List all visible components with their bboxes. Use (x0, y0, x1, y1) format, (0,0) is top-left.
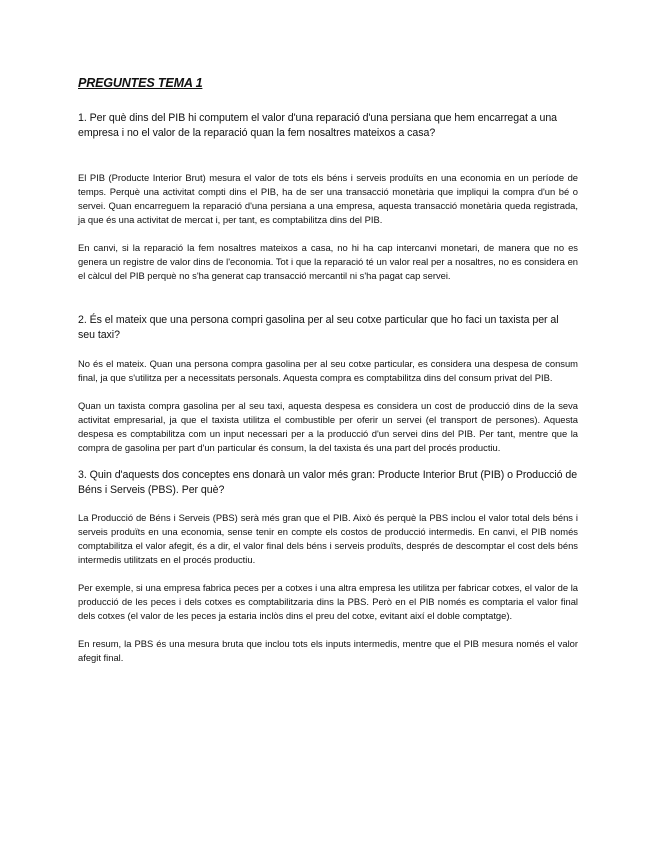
answer-1-paragraph-2: En canvi, si la reparació la fem nosaltres mateixos a casa, no hi ha cap intercanvi monetari, de manera que no es genera un registre de valor dins de l'economia. Tot i que la reparació té un valor real per a nosaltres, no es considera en el càlcul del PIB perquè no s'ha generat cap transacció mercantil ni s'ha pagat cap servei. (78, 242, 578, 281)
answer-2-paragraph-2: Quan un taxista compra gasolina per al seu taxi, aquesta despesa es considera un cost de producció dins de la seva activitat empresarial, ja que el taxista utilitza el combustible per oferir un servei (el transport de persones). Aquesta despesa es comptabilitza com un input necessari per a la producció d'un servei dins del PIB. Per tant, mentre que la compra de gasolina per part d'un particular és consum, la del taxista és una part del procés productiu. (78, 400, 578, 453)
answer-3-paragraph-3: En resum, la PBS és una mesura bruta que inclou tots els inputs intermedis, mentre que el PIB mesura només el valor afegit final. (78, 638, 578, 663)
answer-1-paragraph-1: El PIB (Producte Interior Brut) mesura el valor de tots els béns i serveis produïts en una economia en un període de temps. Perquè una activitat compti dins el PIB, ha de ser una transacció monetària que impliqui la compra d'un bé o servei. Quan encarreguem la reparació d'una persiana a una empresa, aquesta transacció monetària queda registrada, ja que és una activitat de mercat i, per tant, es comptabilitza dins del PIB. (78, 172, 578, 225)
answer-2-paragraph-1: No és el mateix. Quan una persona compra gasolina per al seu cotxe particular, es considera una despesa de consum final, ja que s'utilitza per a necessitats personals. Aquesta compra es comptabilitza dins del consum privat del PIB. (78, 358, 578, 383)
document-title: PREGUNTES TEMA 1 (78, 76, 203, 90)
question-1: 1. Per què dins del PIB hi computem el valor d'una reparació d'una persiana que hem encarregat a una empresa i no el valor de la reparació quan la fem nosaltres mateixos a casa? (78, 112, 558, 139)
answer-3-paragraph-2: Per exemple, si una empresa fabrica peces per a cotxes i una altra empresa les utilitza per fabricar cotxes, el valor de la producció de les peces i dels cotxes es comptabilitzaria dins la PBS. Però en el PIB només es comptaria el valor final dels cotxes (el valor de les peces ja estaria inclòs dins el preu del cotxe, evitant així el doble comptatge). (78, 582, 578, 621)
question-2: 2. És el mateix que una persona compri gasolina per al seu cotxe particular que ho faci un taxista per al seu taxi? (78, 314, 559, 341)
question-3: 3. Quin d'aquests dos conceptes ens donarà un valor més gran: Producte Interior Brut (PIB) o Producció de Béns i Serveis (PBS). Per què? (78, 469, 578, 496)
answer-3-paragraph-1: La Producció de Béns i Serveis (PBS) serà més gran que el PIB. Això és perquè la PBS inclou el valor total dels béns i serveis produïts en una economia, sense tenir en compte els costos de producció intermedis. En canvi, el PIB només comptabilitza el valor afegit, és a dir, el valor final dels béns i serveis produïts, després de descomptar el cost dels béns intermedis utilitzats en el procés productiu. (78, 512, 578, 565)
